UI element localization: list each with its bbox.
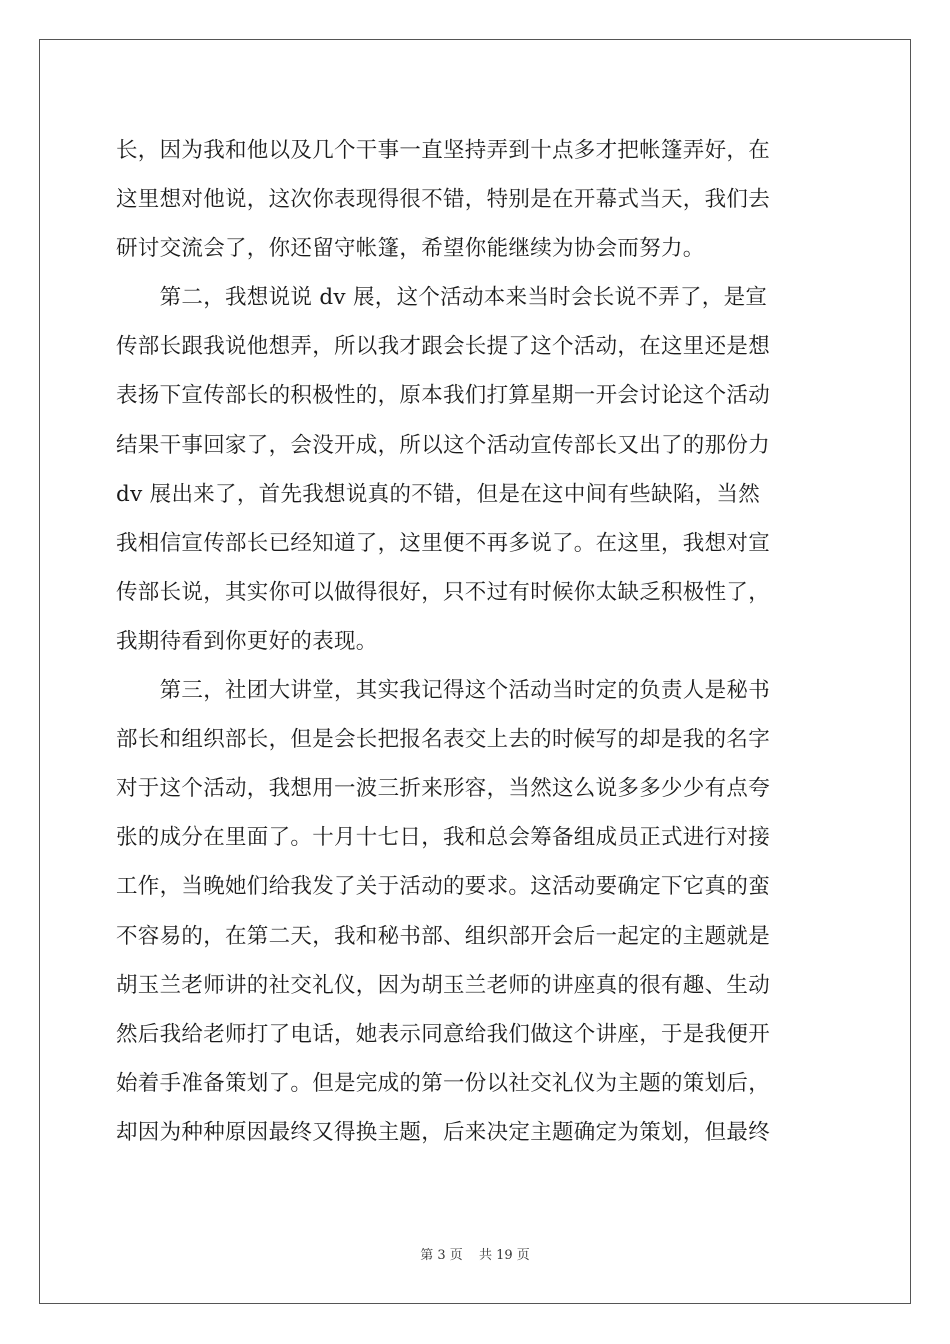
text-line: 却因为种种原因最终又得换主题，后来决定主题确定为策划，但最终	[116, 1119, 771, 1145]
text-line: 不容易的，在第二天，我和秘书部、组织部开会后一起定的主题就是	[116, 923, 771, 949]
text-line: 表扬下宣传部长的积极性的，原本我们打算星期一开会讨论这个活动	[116, 383, 771, 409]
text-line: 我期待看到你更好的表现。	[116, 628, 378, 654]
page-footer	[0, 1244, 950, 1263]
text-line: 传部长说，其实你可以做得很好，只不过有时候你太缺乏积极性了，	[116, 579, 771, 605]
text-line: 第三，社团大讲堂，其实我记得这个活动当时定的负责人是秘书	[116, 678, 771, 704]
page-number-total: 共 19 页	[478, 1248, 530, 1263]
text-line: 第二，我想说说 dv 展，这个活动本来当时会长说不弄了，是宣	[116, 285, 768, 311]
text-line: 张的成分在里面了。十月十七日，我和总会筹备组成员正式进行对接	[116, 825, 771, 851]
text-line: 胡玉兰老师讲的社交礼仪，因为胡玉兰老师的讲座真的很有趣、生动	[116, 972, 771, 998]
text-line: 这里想对他说，这次你表现得很不错，特别是在开幕式当天，我们去	[116, 187, 771, 213]
text-line: 结果干事回家了，会没开成，所以这个活动宣传部长又出了的那份力	[116, 432, 771, 458]
text-line: dv 展出来了，首先我想说真的不错，但是在这中间有些缺陷，当然	[116, 481, 761, 507]
text-line: 对于这个活动，我想用一波三折来形容，当然这么说多多少少有点夸	[116, 776, 771, 802]
page-number-current: 第 3 页	[420, 1248, 463, 1263]
text-line: 传部长跟我说他想弄，所以我才跟会长提了这个活动，在这里还是想	[116, 334, 771, 360]
text-line: 长，因为我和他以及几个干事一直坚持弄到十点多才把帐篷弄好，在	[116, 138, 771, 163]
text-line: 工作，当晚她们给我发了关于活动的要求。这活动要确定下它真的蛮	[116, 874, 771, 900]
text-line: 部长和组织部长，但是会长把报名表交上去的时候写的却是我的名字	[116, 727, 771, 753]
text-line: 始着手准备策划了。但是完成的第一份以社交礼仪为主题的策划后，	[116, 1070, 771, 1096]
text-line: 我相信宣传部长已经知道了，这里便不再多说了。在这里，我想对宣	[116, 530, 771, 556]
text-line: 然后我给老师打了电话，她表示同意给我们做这个讲座，于是我便开	[116, 1021, 771, 1047]
text-line: 研讨交流会了，你还留守帐篷，希望你能继续为协会而努力。	[116, 236, 705, 262]
document-body	[116, 126, 836, 1157]
